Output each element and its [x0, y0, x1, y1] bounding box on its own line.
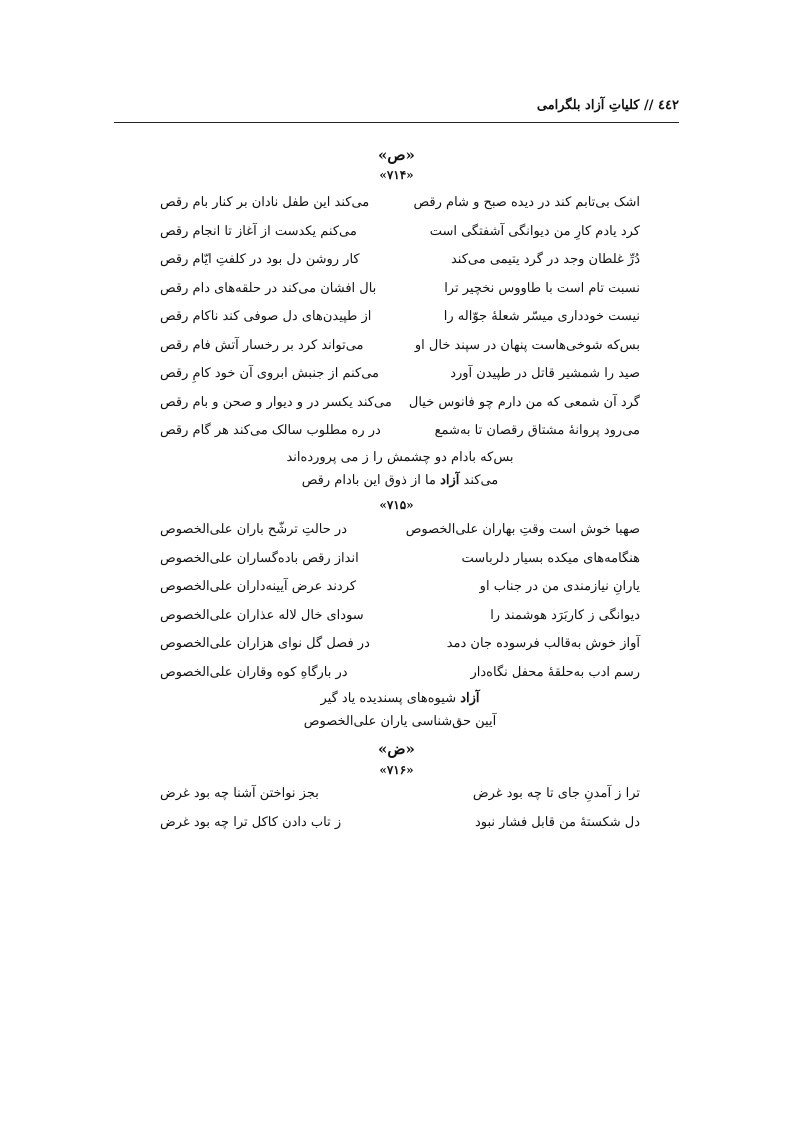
second-hemistich: سودای خال لاله عذاران علی‌الخصوص — [160, 607, 364, 623]
book-title: کلیاتِ آزاد بلگرامی — [536, 98, 640, 113]
first-hemistich: دُرِّ غلطان وجد در گرد یتیمی می‌کند — [450, 252, 640, 267]
verse-row — [160, 811, 640, 840]
second-hemistich: می‌کند یکسر در و دیوار و صحن و بام رقص — [160, 394, 392, 410]
second-hemistich: در فصل گل نوای هزاران علی‌الخصوص — [160, 636, 370, 651]
second-hemistich: می‌کنم از جنبش ابروی آن خود کامِ رقص — [160, 366, 380, 381]
poem-716 — [160, 782, 640, 839]
poet-name: آزاد — [460, 691, 480, 706]
second-hemistich: می‌کند این طفل نادان بر کنار بام رقص — [160, 195, 370, 210]
first-hemistich: صید را شمشیر قاتل در طپیدن آورد — [450, 366, 640, 381]
verse-row — [160, 305, 640, 334]
couplet-line — [160, 473, 640, 496]
verse-row — [160, 661, 640, 690]
second-hemistich: ز تاب دادن کاکل ترا چه بود غرض — [160, 814, 342, 830]
verse-row — [160, 391, 640, 420]
first-hemistich: صهبا خوش است وقتِ بهاران علی‌الخصوص — [405, 522, 640, 537]
first-hemistich: هنگامه‌های میکده بسیار دلرباست — [461, 550, 640, 566]
verse-row — [160, 334, 640, 363]
second-hemistich: در بارگاهِ کوه وقاران علی‌الخصوص — [160, 664, 348, 680]
verse-row — [160, 362, 640, 391]
verse-row — [160, 220, 640, 249]
first-hemistich: یارانِ نیازمندی من در جناب او — [479, 579, 640, 594]
second-hemistich: می‌تواند کرد بر رخسار آتش فام رقص — [160, 337, 364, 353]
second-hemistich: بجز نواختن آشنا چه بود غرض — [160, 786, 319, 801]
page-number: ٤٤٢ — [658, 98, 679, 113]
second-hemistich: کردند عرض آیینه‌داران علی‌الخصوص — [160, 579, 357, 594]
line-text: ما از ذوق این بادام رقص — [301, 473, 441, 488]
first-hemistich: کرد یادم کارِ من دیوانگی آشفتگی است — [429, 223, 640, 239]
second-hemistich: بال افشان می‌کند در حلقه‌های دام رقص — [160, 280, 377, 296]
first-hemistich: آواز خوش به‌قالب فرسوده جان دمد — [446, 636, 640, 651]
poem-number-715: «۷۱۵» — [379, 498, 414, 512]
final-couplet-714 — [160, 450, 640, 496]
poem-714 — [160, 191, 640, 448]
section-letter-zad: «ض» — [378, 740, 415, 758]
verse-row — [160, 547, 640, 576]
header-separator: // — [644, 98, 654, 113]
verse-row — [160, 191, 640, 220]
first-hemistich: بس‌که شوخی‌هاست پنهان در سپند خال او — [414, 337, 640, 353]
second-hemistich: انداز رقص باده‌گساران علی‌الخصوص — [160, 550, 359, 566]
verse-row — [160, 632, 640, 661]
verse-row — [160, 782, 640, 811]
verse-row — [160, 248, 640, 277]
couplet-line: بس‌که بادام دو چشمش را ز می پرورده‌اند — [286, 450, 514, 465]
final-couplet-715 — [160, 691, 640, 737]
verse-row — [160, 419, 640, 448]
verse-row — [160, 575, 640, 604]
first-hemistich: ترا ز آمدنِ جای تا چه بود غرض — [472, 786, 640, 801]
header-rule — [114, 122, 679, 123]
first-hemistich: دل شکستهٔ من قابل فشار نبود — [474, 814, 640, 830]
first-hemistich: اشک بی‌تابم کند در دیده صبح و شام رقص — [413, 195, 640, 210]
verse-row — [160, 604, 640, 633]
first-hemistich: می‌رود پروانهٔ مشتاق رقصان تا به‌شمع — [434, 423, 640, 438]
line-text: می‌کند — [459, 473, 499, 488]
line-text: شیوه‌های پسندیده یاد گیر — [320, 691, 461, 706]
second-hemistich: در ره مطلوب سالک می‌کند هر گام رقص — [160, 423, 381, 438]
second-hemistich: می‌کنم یکدست از آغاز تا انجام رقص — [160, 223, 357, 239]
poem-715 — [160, 518, 640, 689]
first-hemistich: دیوانگی ز کاربَرَد هوشمند را — [490, 607, 640, 623]
couplet-line: آیین حق‌شناسی یاران علی‌الخصوص — [303, 714, 497, 729]
verse-row — [160, 518, 640, 547]
first-hemistich: رسم ادب به‌حلقهٔ محفل نگاه‌دار — [470, 664, 640, 680]
second-hemistich: کار روشن دل بود در کلفتِ ایّام رقص — [160, 252, 360, 267]
verse-row — [160, 277, 640, 306]
poem-number-714: «۷۱۴» — [379, 168, 414, 182]
first-hemistich: نیست خودداری میسّر شعلهٔ جوّاله را — [443, 309, 640, 324]
poet-name: آزاد — [440, 473, 460, 488]
poem-number-716: «۷۱۶» — [379, 763, 414, 777]
first-hemistich: نسبت تام است با طاووس نخچیر ترا — [444, 280, 640, 296]
section-letter-sad: «ص» — [378, 146, 415, 164]
running-header — [114, 98, 679, 122]
second-hemistich: در حالتِ ترشّح باران علی‌الخصوص — [160, 522, 347, 537]
second-hemistich: از طپیدن‌های دل صوفی کند ناکام رقص — [160, 309, 372, 324]
couplet-line — [160, 691, 640, 714]
first-hemistich: گرد آن شمعی که من دارم چو فانوس خیال — [408, 394, 640, 410]
